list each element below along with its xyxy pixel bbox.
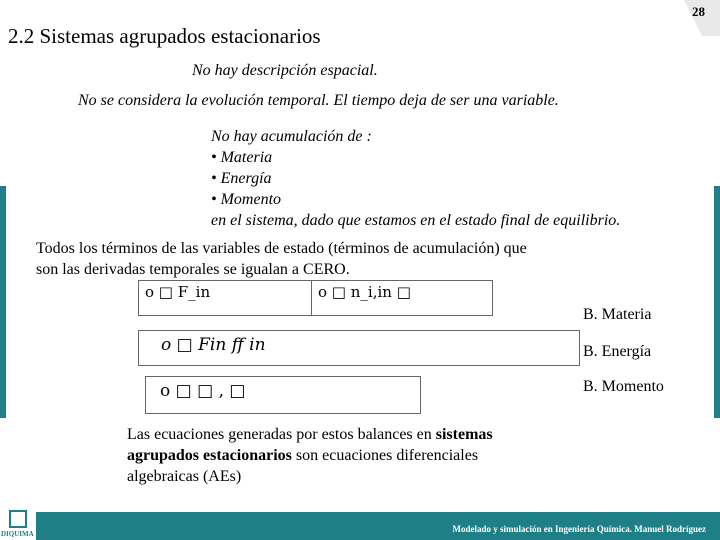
bullet-materia: • Materia xyxy=(211,149,273,166)
left-accent-bar xyxy=(0,186,6,418)
footer-bar xyxy=(36,512,720,540)
conclusion-part-2: son ecuaciones diferenciales algebraicas (AEs) xyxy=(127,447,479,485)
label-energia: B. Energía xyxy=(583,343,652,360)
accumulation-intro: No hay acumulación de : xyxy=(211,128,372,145)
label-momento: B. Momento xyxy=(583,378,664,395)
bullet-energia: • Energía xyxy=(211,170,272,187)
terms-line-2: son las derivadas temporales se igualan a CERO. xyxy=(36,261,350,278)
conclusion-part-1: Las ecuaciones generadas por estos balances en xyxy=(127,426,436,443)
page-number: 28 xyxy=(692,4,705,19)
page-title: 2.2 Sistemas agrupados estacionarios xyxy=(8,24,321,48)
terms-line-1: Todos los términos de las variables de estado (términos de acumulación) que xyxy=(36,240,527,257)
equation-box-2 xyxy=(311,280,493,316)
right-accent-bar xyxy=(714,186,720,418)
equation-box-1 xyxy=(138,280,314,316)
equation-1: ο □ F_in xyxy=(145,283,211,301)
logo-text: DIQUIMA xyxy=(1,530,34,538)
conclusion-bold: sistemas agrupados estacionarios xyxy=(127,426,493,464)
logo-icon xyxy=(9,510,27,528)
equation-box-3 xyxy=(138,330,580,366)
accumulation-outro: en el sistema, dado que estamos en el estado final de equilibrio. xyxy=(211,212,621,229)
equation-4: ο □ □ , □ xyxy=(160,381,246,401)
equation-3: ο □ Fin ff in xyxy=(161,335,266,355)
terms-text xyxy=(36,238,636,280)
equation-box-4 xyxy=(145,376,421,414)
university-logo xyxy=(0,508,36,540)
conclusion-text xyxy=(127,424,547,487)
equation-2: ο □ n_i,in □ xyxy=(318,283,411,301)
label-materia: B. Materia xyxy=(583,306,652,323)
no-spatial-text: No hay descripción espacial. xyxy=(192,62,378,79)
footer-text: Modelado y simulación en Ingeniería Química. Manuel Rodríguez xyxy=(452,524,706,534)
no-temporal-text: No se considera la evolución temporal. El tiempo deja de ser una variable. xyxy=(78,92,559,109)
accumulation-block xyxy=(211,126,620,231)
bullet-momento: • Momento xyxy=(211,191,282,208)
